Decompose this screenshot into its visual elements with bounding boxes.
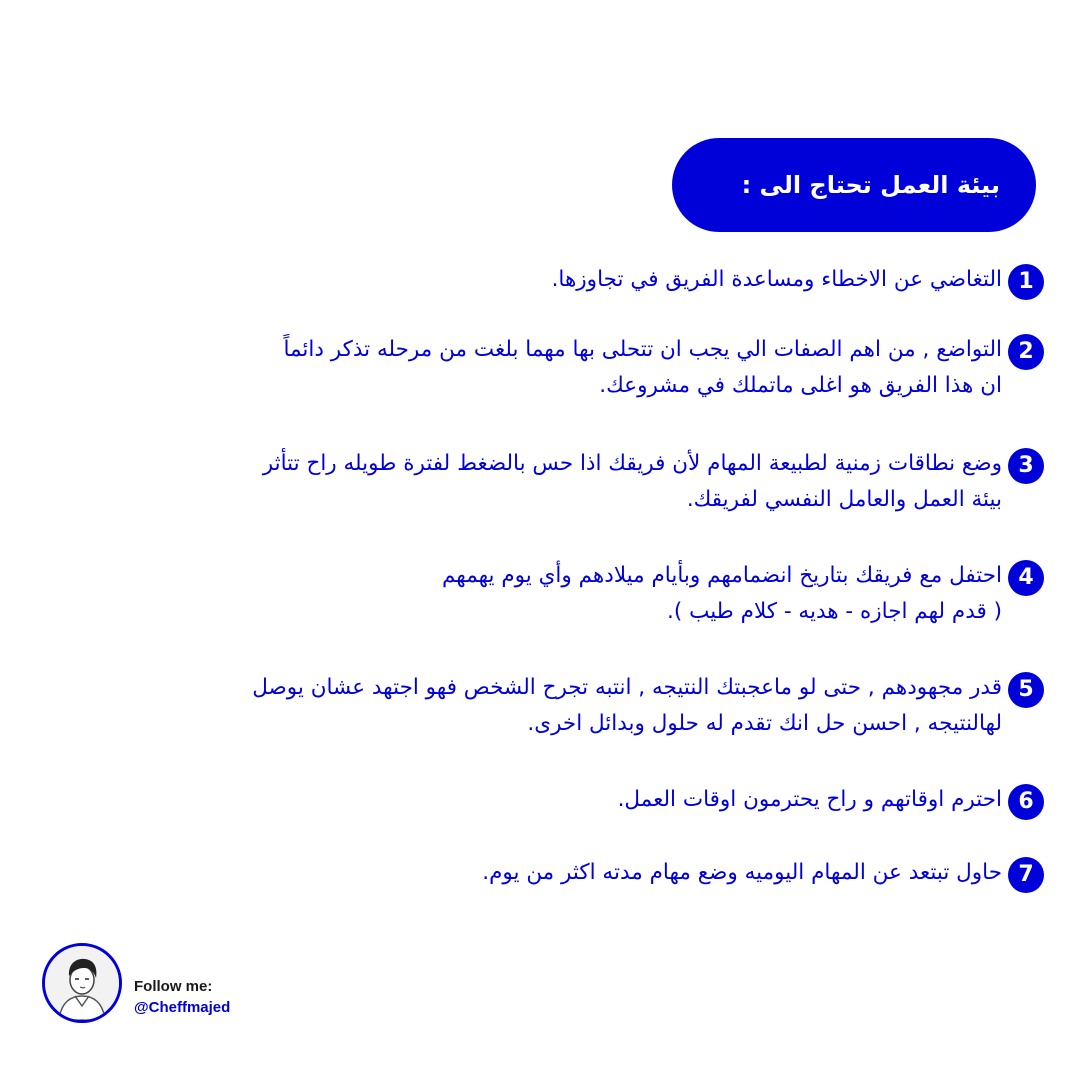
item-number-badge: 6 xyxy=(1008,784,1044,820)
item-text xyxy=(252,670,1002,742)
item-text xyxy=(618,782,1002,818)
follow-label: Follow me: xyxy=(134,978,213,995)
item-line: لهالنتيجه , احسن حل انك تقدم له حلول وبدائل اخرى. xyxy=(527,711,1002,736)
header-pill xyxy=(672,138,1036,232)
item-text xyxy=(283,332,1002,404)
item-line: وضع نطاقات زمنية لطبيعة المهام لأن فريقك اذا حس بالضغط لفترة طويله راح تتأثر xyxy=(262,451,1002,476)
item-line: ( قدم لهم اجازه - هديه - كلام طيب ). xyxy=(667,599,1002,624)
item-number-badge: 7 xyxy=(1008,857,1044,893)
list-item xyxy=(552,262,1044,300)
item-line: قدر مجهودهم , حتى لو ماعجبتك النتيجه , انتبه تجرح الشخص فهو اجتهد عشان يوصل xyxy=(252,675,1002,700)
item-number-badge: 2 xyxy=(1008,334,1044,370)
list-item xyxy=(442,558,1044,630)
item-line: التواضع , من اهم الصفات الي يجب ان تتحلى بها مهما بلغت من مرحله تذكر دائماً xyxy=(283,337,1002,362)
list-item xyxy=(252,670,1044,742)
list-item xyxy=(482,855,1044,893)
list-item xyxy=(263,446,1044,518)
item-line: حاول تبتعد عن المهام اليوميه وضع مهام مدته اكثر من يوم. xyxy=(482,860,1002,885)
social-handle-link[interactable]: @Cheffmajed xyxy=(134,999,231,1016)
chef-avatar-icon[interactable] xyxy=(42,943,122,1023)
item-text xyxy=(263,446,1002,518)
item-line: ان هذا الفريق هو اغلى ماتملك في مشروعك. xyxy=(599,373,1002,398)
item-text xyxy=(442,558,1002,630)
page-title: بيئة العمل تحتاج الى : xyxy=(741,171,1000,199)
item-line: التغاضي عن الاخطاء ومساعدة الفريق في تجاوزها. xyxy=(551,267,1002,292)
item-number-badge: 5 xyxy=(1008,672,1044,708)
item-line: بيئة العمل والعامل النفسي لفريقك. xyxy=(686,487,1002,512)
item-number-badge: 3 xyxy=(1008,448,1044,484)
item-text xyxy=(552,262,1002,298)
item-line: احتفل مع فريقك بتاريخ انضمامهم وبأيام ميلادهم وأي يوم يهمهم xyxy=(441,563,1002,588)
item-number-badge: 4 xyxy=(1008,560,1044,596)
list-item xyxy=(283,332,1044,404)
item-line: احترم اوقاتهم و راح يحترمون اوقات العمل. xyxy=(617,787,1002,812)
item-text xyxy=(482,855,1002,891)
item-number-badge: 1 xyxy=(1008,264,1044,300)
list-item xyxy=(618,782,1044,820)
